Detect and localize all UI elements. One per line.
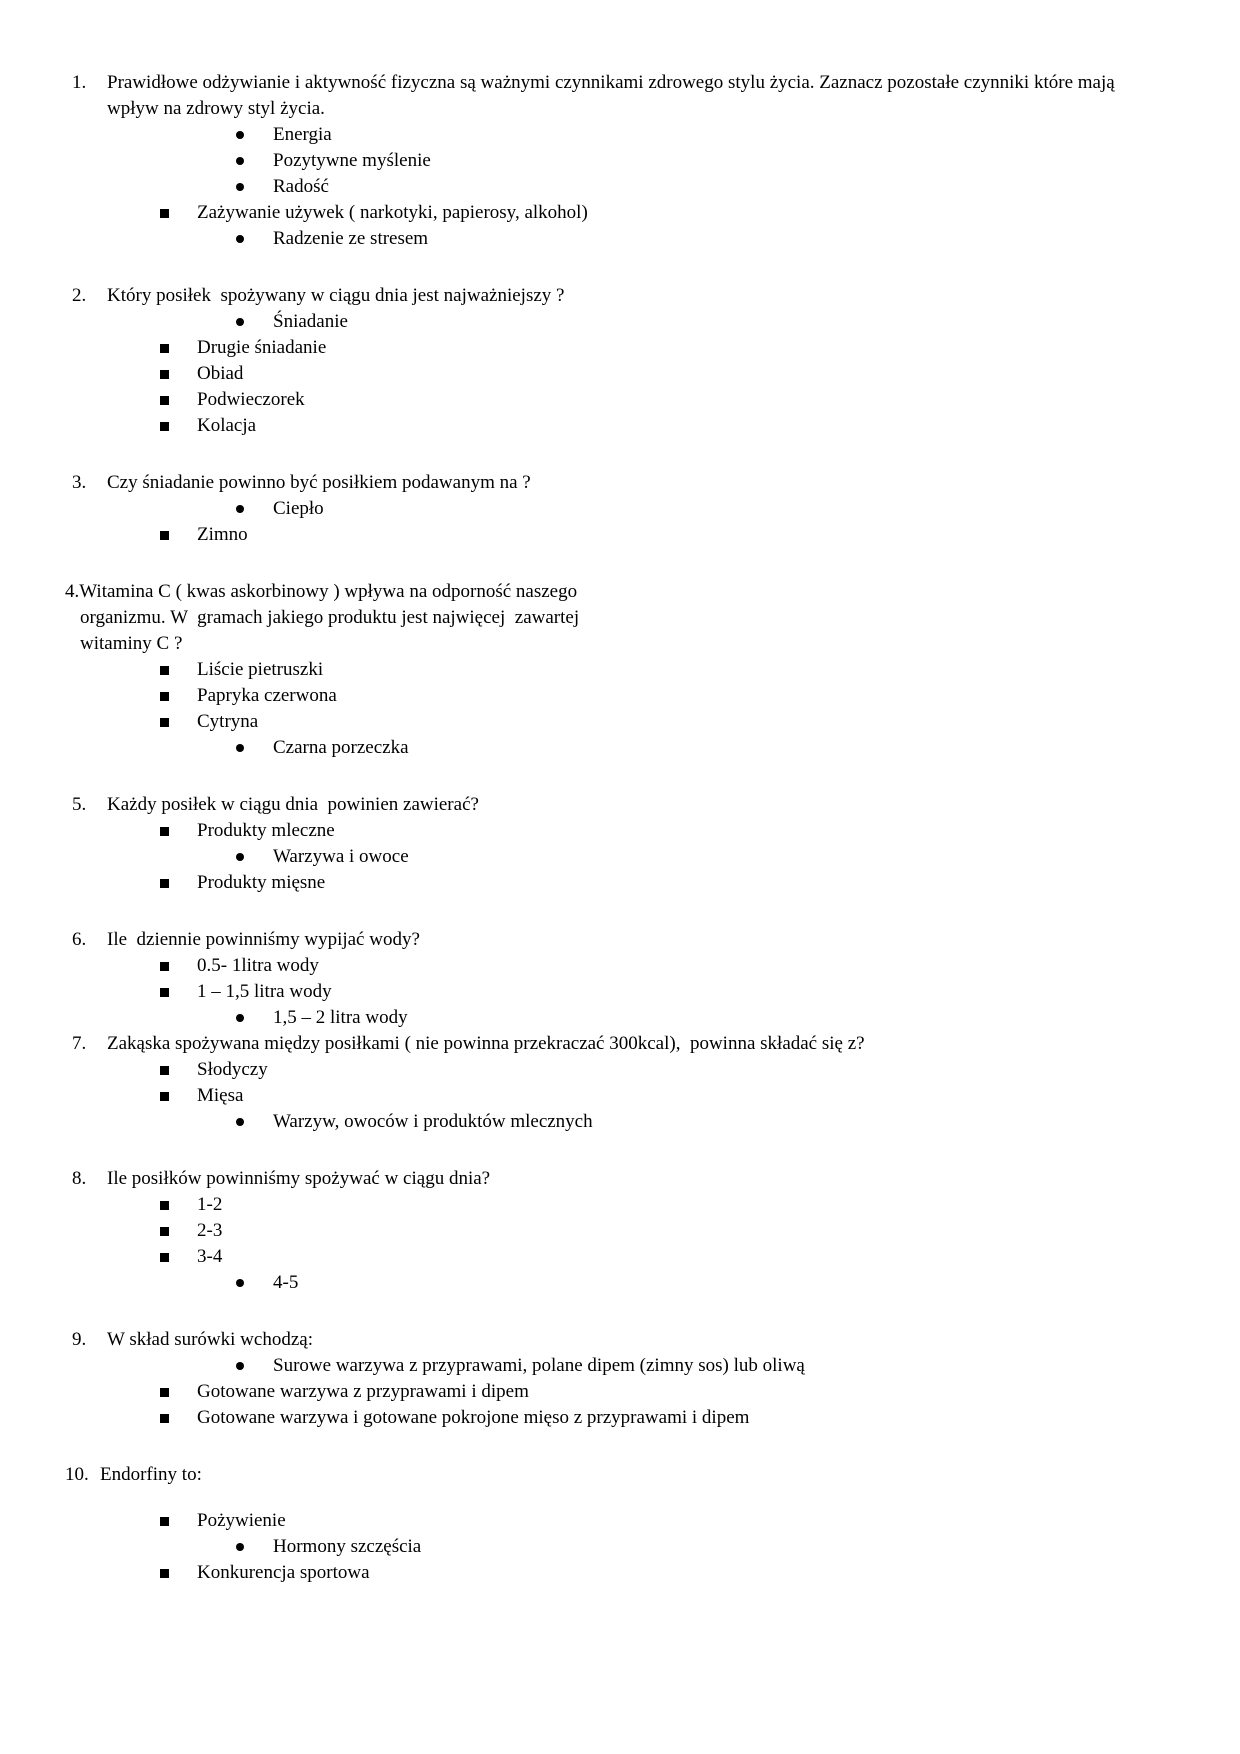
answer-option — [0, 1109, 1240, 1135]
question-block — [0, 1327, 1240, 1431]
option-label: Radzenie ze stresem — [273, 228, 429, 249]
square-bullet-icon — [160, 396, 169, 405]
option-label: Liście pietruszki — [197, 659, 324, 680]
square-bullet-icon — [160, 1388, 169, 1397]
answer-option — [0, 413, 1240, 439]
question-number: 9. — [72, 1329, 87, 1350]
question-header — [0, 1462, 1160, 1488]
square-bullet-icon — [160, 1517, 169, 1526]
option-label: Warzywa i owoce — [273, 846, 409, 867]
square-bullet-icon — [160, 718, 169, 727]
question-text: Który posiłek spożywany w ciągu dnia jest najważniejszy ? — [107, 285, 565, 306]
answer-option — [0, 1057, 1240, 1083]
round-bullet-icon — [236, 235, 244, 243]
round-bullet-icon — [236, 183, 244, 191]
square-bullet-icon — [160, 1066, 169, 1075]
question-number: 7. — [72, 1033, 87, 1054]
option-label: 2-3 — [197, 1220, 223, 1241]
square-bullet-icon — [160, 531, 169, 540]
options — [0, 496, 1240, 548]
answer-option — [0, 522, 1240, 548]
question-number: 2. — [72, 285, 87, 306]
question-number: 10. — [65, 1464, 89, 1485]
question-block — [0, 1031, 1240, 1135]
question-header — [0, 283, 1167, 309]
square-bullet-icon — [160, 666, 169, 675]
options — [0, 1192, 1240, 1296]
question-block — [0, 1462, 1240, 1586]
answer-option — [0, 309, 1240, 335]
option-label: Radość — [273, 176, 329, 197]
option-label: Ciepło — [273, 498, 324, 519]
answer-option — [0, 1244, 1240, 1270]
round-bullet-icon — [236, 744, 244, 752]
question-block — [0, 579, 1240, 761]
answer-option — [0, 226, 1240, 252]
option-label: Słodyczy — [197, 1059, 268, 1080]
question-block — [0, 927, 1240, 1031]
square-bullet-icon — [160, 1201, 169, 1210]
answer-option — [0, 683, 1240, 709]
option-label: Gotowane warzywa z przyprawami i dipem — [197, 1381, 529, 1402]
option-label: Produkty mleczne — [197, 820, 335, 841]
question-header — [0, 579, 640, 657]
question-block — [0, 1166, 1240, 1296]
question-header — [0, 1327, 1167, 1353]
option-label: Pożywienie — [197, 1510, 286, 1531]
answer-option — [0, 1083, 1240, 1109]
options — [0, 122, 1240, 252]
square-bullet-icon — [160, 1414, 169, 1423]
square-bullet-icon — [160, 1569, 169, 1578]
square-bullet-icon — [160, 422, 169, 431]
options — [0, 953, 1240, 1031]
answer-option — [0, 1353, 1240, 1379]
round-bullet-icon — [236, 318, 244, 326]
question-block — [0, 792, 1240, 896]
question-text: Ile dziennie powinniśmy wypijać wody? — [107, 929, 420, 950]
option-label: Konkurencja sportowa — [197, 1562, 370, 1583]
option-label: Gotowane warzywa i gotowane pokrojone mięso z przyprawami i dipem — [197, 1407, 750, 1428]
answer-option — [0, 735, 1240, 761]
option-label: 1 – 1,5 litra wody — [197, 981, 332, 1002]
answer-option — [0, 1005, 1240, 1031]
answer-option — [0, 709, 1240, 735]
options — [0, 1508, 1240, 1586]
question-number: 5. — [72, 794, 87, 815]
question-block — [0, 283, 1240, 439]
option-label: 3-4 — [197, 1246, 223, 1267]
square-bullet-icon — [160, 1253, 169, 1262]
round-bullet-icon — [236, 505, 244, 513]
square-bullet-icon — [160, 344, 169, 353]
option-label: Zażywanie używek ( narkotyki, papierosy, alkohol) — [197, 202, 588, 223]
option-label: Surowe warzywa z przyprawami, polane dipem (zimny sos) lub oliwą — [273, 1355, 805, 1376]
option-label: Hormony szczęścia — [273, 1536, 422, 1557]
answer-option — [0, 387, 1240, 413]
square-bullet-icon — [160, 827, 169, 836]
answer-option — [0, 1192, 1240, 1218]
question-number: 1. — [72, 72, 87, 93]
square-bullet-icon — [160, 1092, 169, 1101]
round-bullet-icon — [236, 853, 244, 861]
option-label: Energia — [273, 124, 332, 145]
question-number: 4. — [65, 581, 80, 602]
question-block — [0, 470, 1240, 548]
question-header — [0, 470, 1167, 496]
answer-option — [0, 1270, 1240, 1296]
question-header — [0, 792, 1167, 818]
answer-option — [0, 496, 1240, 522]
question-text: Każdy posiłek w ciągu dnia powinien zawierać? — [107, 794, 479, 815]
answer-option — [0, 174, 1240, 200]
option-label: Zimno — [197, 524, 248, 545]
answer-option — [0, 1560, 1240, 1586]
question-text: Ile posiłków powinniśmy spożywać w ciągu dnia? — [107, 1168, 491, 1189]
question-header — [0, 70, 1167, 122]
answer-option — [0, 1379, 1240, 1405]
round-bullet-icon — [236, 1543, 244, 1551]
round-bullet-icon — [236, 1279, 244, 1287]
square-bullet-icon — [160, 988, 169, 997]
option-label: Drugie śniadanie — [197, 337, 327, 358]
options — [0, 1057, 1240, 1135]
option-label: 4-5 — [273, 1272, 299, 1293]
question-number: 6. — [72, 929, 87, 950]
answer-option — [0, 200, 1240, 226]
answer-option — [0, 335, 1240, 361]
square-bullet-icon — [160, 1227, 169, 1236]
round-bullet-icon — [236, 157, 244, 165]
option-label: Podwieczorek — [197, 389, 305, 410]
option-label: Papryka czerwona — [197, 685, 337, 706]
option-label: Warzyw, owoców i produktów mlecznych — [273, 1111, 593, 1132]
question-header — [0, 1031, 1167, 1057]
answer-option — [0, 844, 1240, 870]
question-text: Zakąska spożywana między posiłkami ( nie powinna przekraczać 300kcal), powinna składać się z? — [107, 1033, 865, 1054]
round-bullet-icon — [236, 1014, 244, 1022]
option-label: 0.5- 1litra wody — [197, 955, 319, 976]
option-label: 1,5 – 2 litra wody — [273, 1007, 408, 1028]
answer-option — [0, 818, 1240, 844]
option-label: Czarna porzeczka — [273, 737, 409, 758]
answer-option — [0, 657, 1240, 683]
question-number: 8. — [72, 1168, 87, 1189]
question-text: Witamina C ( kwas askorbinowy ) wpływa na odporność naszego organizmu. W gramach jakiego produktu jest najwięcej zawartej witaminy C ? — [79, 581, 584, 654]
square-bullet-icon — [160, 692, 169, 701]
option-label: Kolacja — [197, 415, 257, 436]
question-number: 3. — [72, 472, 87, 493]
question-text: Endorfiny to: — [100, 1464, 202, 1485]
question-header — [0, 927, 1167, 953]
square-bullet-icon — [160, 209, 169, 218]
options — [0, 818, 1240, 896]
options — [0, 309, 1240, 439]
question-header — [0, 1166, 1167, 1192]
answer-option — [0, 1405, 1240, 1431]
round-bullet-icon — [236, 1118, 244, 1126]
square-bullet-icon — [160, 879, 169, 888]
round-bullet-icon — [236, 131, 244, 139]
option-label: Mięsa — [197, 1085, 244, 1106]
option-label: Produkty mięsne — [197, 872, 326, 893]
answer-option — [0, 1218, 1240, 1244]
option-label: Cytryna — [197, 711, 259, 732]
answer-option — [0, 122, 1240, 148]
answer-option — [0, 870, 1240, 896]
options — [0, 657, 1240, 761]
options — [0, 1353, 1240, 1431]
round-bullet-icon — [236, 1362, 244, 1370]
answer-option — [0, 1508, 1240, 1534]
answer-option — [0, 1534, 1240, 1560]
option-label: Obiad — [197, 363, 244, 384]
square-bullet-icon — [160, 962, 169, 971]
option-label: Pozytywne myślenie — [273, 150, 431, 171]
question-text: Czy śniadanie powinno być posiłkiem podawanym na ? — [107, 472, 531, 493]
option-label: 1-2 — [197, 1194, 223, 1215]
answer-option — [0, 361, 1240, 387]
answer-option — [0, 979, 1240, 1005]
square-bullet-icon — [160, 370, 169, 379]
question-text: Prawidłowe odżywianie i aktywność fizyczna są ważnymi czynnikami zdrowego stylu życia. Zaznacz pozostałe czynniki które mają wpływ na zdrowy styl życia. — [107, 72, 1120, 119]
option-label: Śniadanie — [273, 311, 348, 332]
answer-option — [0, 148, 1240, 174]
answer-option — [0, 953, 1240, 979]
question-text: W skład surówki wchodzą: — [107, 1329, 313, 1350]
question-block — [0, 70, 1240, 252]
